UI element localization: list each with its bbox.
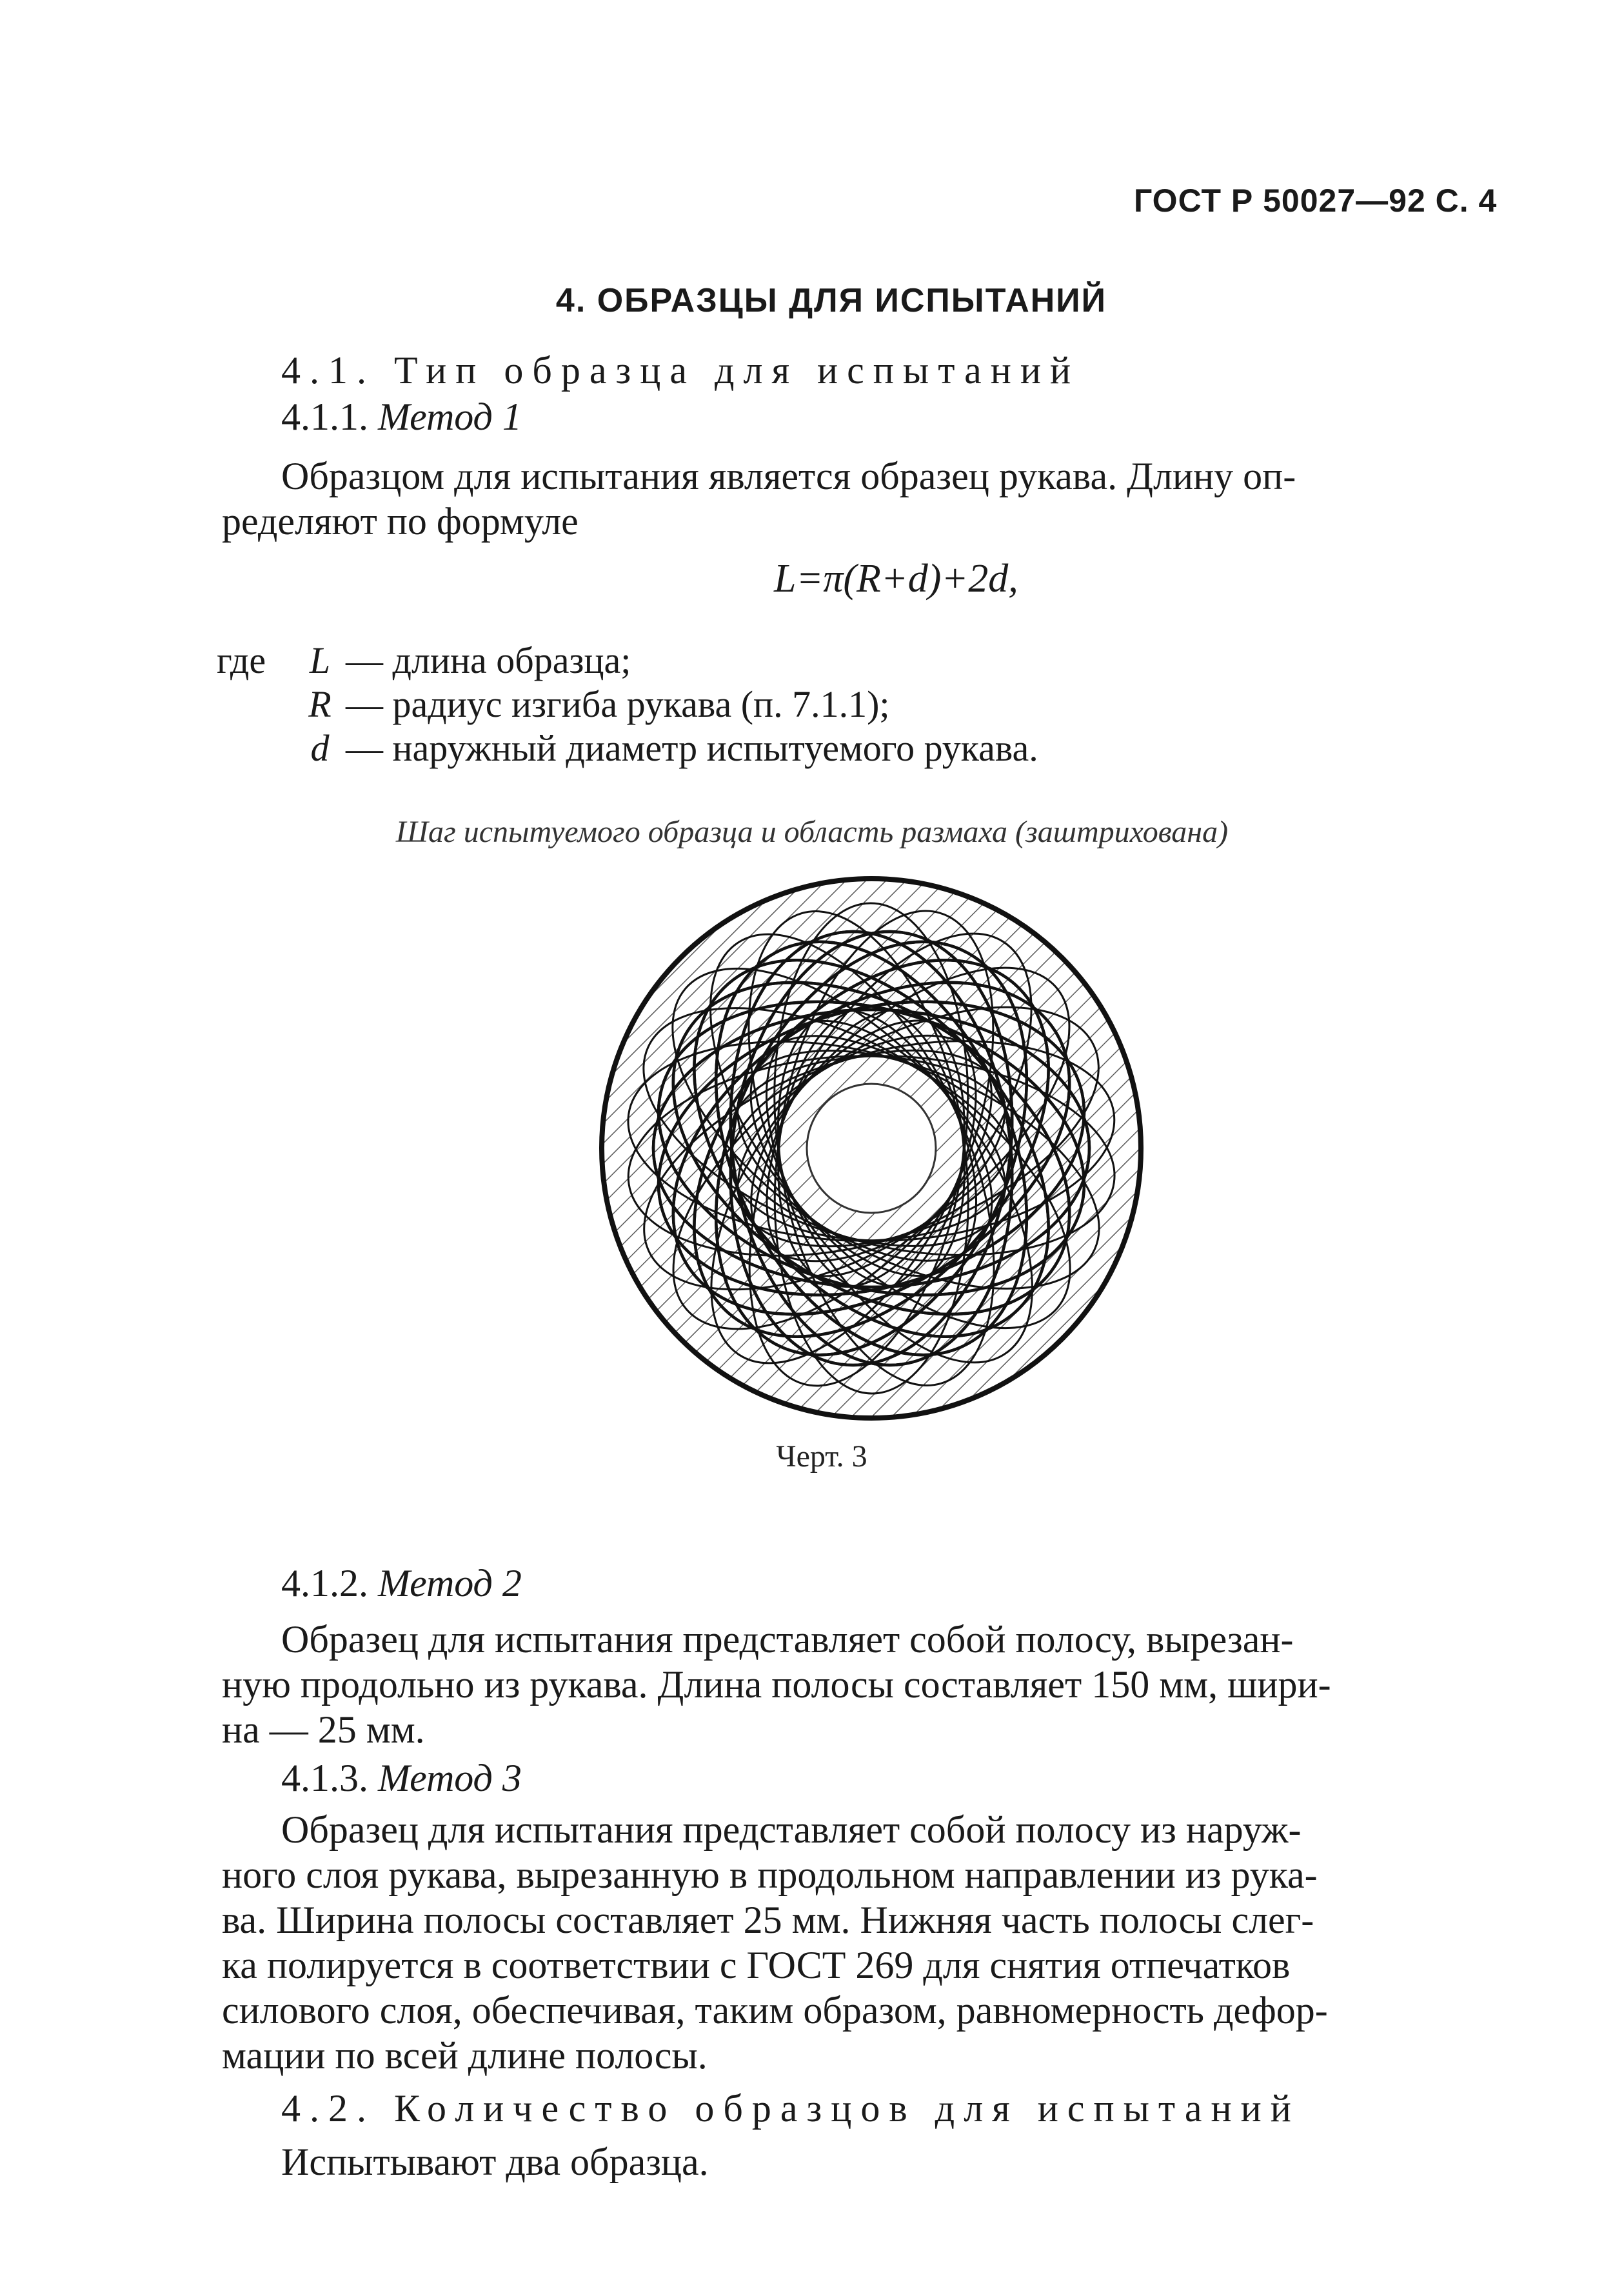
section-title: 4. ОБРАЗЦЫ ДЛЯ ИСПЫТАНИЙ — [555, 282, 1107, 319]
hatched-annulus-diagram — [594, 871, 1149, 1426]
heading-4-1-2-title: Метод 2 — [378, 1562, 522, 1604]
definition-text: — длина образца; — [346, 639, 631, 681]
paragraph-2-line-1: Образец для испытания представляет собой полосу, вырезан- — [281, 1618, 1294, 1661]
page-header: ГОСТ Р 50027—92 С. 4 — [1134, 183, 1498, 219]
paragraph-1-line-1: Образцом для испытания является образец рукава. Длину оп- — [281, 455, 1296, 497]
heading-4-2: 4.2. Количество образцов для испытаний — [281, 2087, 1300, 2130]
definition-symbol: L — [309, 639, 331, 681]
definition-row — [217, 726, 1038, 770]
heading-4-1-1-number: 4.1.1. — [281, 395, 368, 438]
paragraph-1-line-2: ределяют по формуле — [222, 500, 579, 543]
heading-4-1-3 — [281, 1755, 522, 1801]
definition-row — [217, 683, 890, 726]
paragraph-2-line-3: на — 25 мм. — [222, 1708, 425, 1751]
inner-hole — [807, 1084, 936, 1213]
definition-symbol: R — [308, 683, 332, 725]
paragraph-3-line: Образец для испытания представляет собой полосу из наруж- — [281, 1808, 1302, 1851]
heading-4-1-2-number: 4.1.2. — [281, 1562, 368, 1604]
heading-4-1-1-title: Метод 1 — [378, 395, 522, 438]
heading-4-1-2 — [281, 1560, 522, 1606]
paragraph-3-line: ного слоя рукава, вырезанную в продольном направлении из рука- — [222, 1853, 1318, 1896]
definition-text: — наружный диаметр испытуемого рукава. — [346, 727, 1038, 769]
figure-caption: Шаг испытуемого образца и область размаха (заштрихована) — [395, 815, 1229, 849]
paragraph-4: Испытывают два образца. — [281, 2141, 709, 2183]
figure-label: Черт. 3 — [776, 1439, 867, 1474]
paragraph-3-line: мации по всей длине полосы. — [222, 2034, 708, 2077]
heading-4-1: 4.1. Тип образца для испытаний — [281, 349, 1080, 392]
length-formula: L=π(R+d)+2d, — [774, 557, 1018, 601]
definition-row — [217, 639, 631, 682]
paragraph-3-line: силового слоя, обеспечивая, таким образом, равномерность дефор- — [222, 1989, 1328, 2032]
paragraph-3-line: ка полируется в соответствии с ГОСТ 269 для снятия отпечатков — [222, 1944, 1291, 1986]
heading-4-1-1 — [281, 394, 522, 440]
definition-symbol: d — [310, 727, 330, 769]
definition-prefix: где — [217, 639, 266, 681]
paragraph-2-line-2: ную продольно из рукава. Длина полосы составляет 150 мм, шири- — [222, 1663, 1331, 1706]
heading-4-1-3-title: Метод 3 — [378, 1757, 522, 1799]
figure-3 — [594, 871, 1149, 1429]
heading-4-1-3-number: 4.1.3. — [281, 1757, 368, 1799]
definition-text: — радиус изгиба рукава (п. 7.1.1); — [346, 683, 890, 725]
paragraph-3-line: ва. Ширина полосы составляет 25 мм. Нижняя часть полосы слег- — [222, 1899, 1314, 1941]
